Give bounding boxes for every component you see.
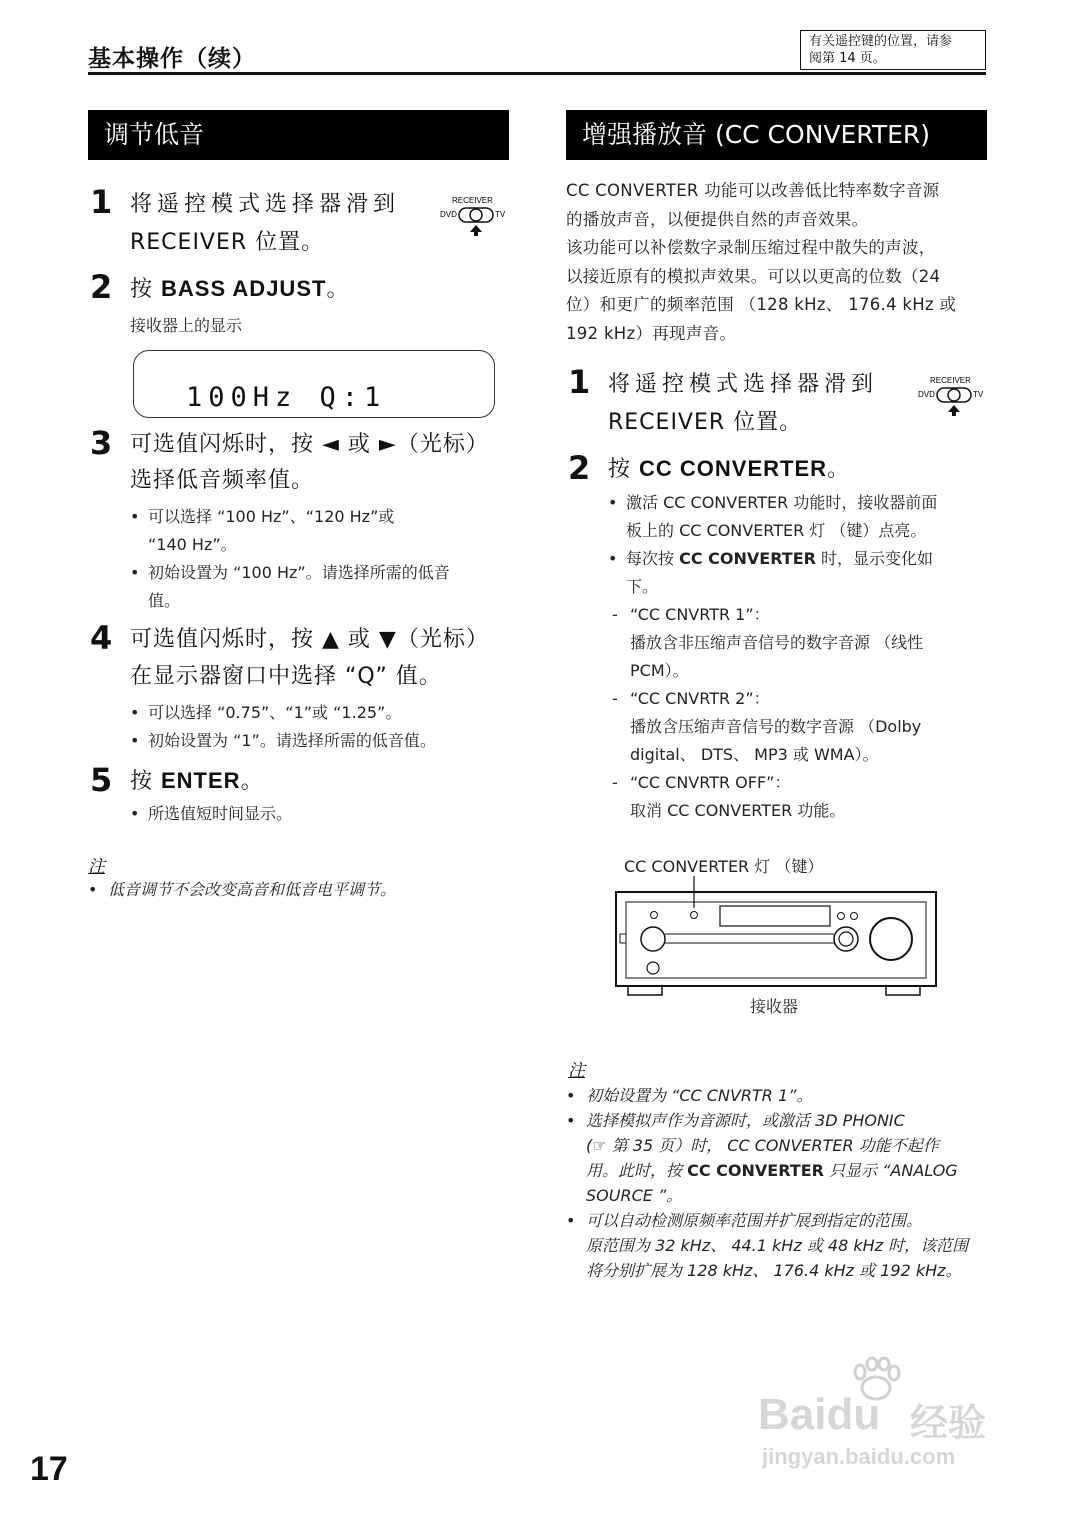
step-number: 5 — [90, 761, 113, 799]
watermark-brand: Baidu — [758, 1390, 881, 1439]
step-text — [130, 764, 264, 799]
step-text-suffix: 。 — [827, 457, 851, 482]
reference-note-box — [800, 30, 986, 70]
step-text: 在显示器窗口中选择 “Q” 值。 — [130, 664, 442, 689]
bullet-line: 板上的 CC CONVERTER 灯 （键）点亮。 — [626, 521, 927, 540]
bullet-text: 每次按 — [626, 549, 680, 568]
watermark-url: jingyan.baidu.com — [762, 1444, 956, 1469]
dash-line: 播放含非压缩声音信号的数字音源 （线性 — [630, 633, 924, 652]
intro-line: 该功能可以补偿数字录制压缩过程中散失的声波， — [566, 238, 936, 257]
switch-label-dvd: DVD — [440, 210, 457, 219]
section-title-bass: 调节低音 — [88, 110, 509, 160]
intro-line: CC CONVERTER 功能可以改善低比特率数字音源 — [566, 181, 940, 200]
switch-label-dvd: DVD — [918, 390, 935, 399]
header-rule — [88, 72, 986, 75]
step5-bullets — [130, 800, 292, 828]
step2-bullets — [608, 489, 988, 825]
step-text-prefix: 按 — [130, 277, 161, 302]
note-list — [566, 1083, 988, 1283]
step-number: 1 — [568, 363, 591, 401]
remote-mode-switch-icon — [438, 194, 510, 240]
remote-mode-switch-icon — [916, 374, 988, 420]
step-text-suffix: 。 — [240, 769, 264, 794]
dash-line: 取消 CC CONVERTER 功能。 — [630, 801, 846, 820]
dash-line: PCM）。 — [630, 661, 689, 680]
dash-head: - “CC CNVRTR 2”： — [630, 689, 770, 708]
bullet-line: • 激活 CC CONVERTER 功能时，接收器前面 — [626, 493, 938, 512]
step-text — [608, 452, 850, 487]
intro-line: 192 kHz）再现声音。 — [566, 323, 737, 343]
step-number: 2 — [568, 449, 591, 487]
switch-label-tv: TV — [973, 390, 984, 399]
step-text: 将遥控模式选择器滑到 — [608, 372, 879, 397]
step-text: 将遥控模式选择器滑到 — [130, 192, 401, 217]
note-item — [566, 1108, 988, 1208]
step-subtext: 接收器上的显示 — [130, 316, 243, 335]
step-text: 选择低音频率值。 — [130, 468, 315, 493]
dash-item — [608, 769, 988, 825]
page-number: 17 — [30, 1450, 68, 1488]
step-number: 3 — [90, 424, 113, 462]
bullet-line: • 初始设置为 “100 Hz”。请选择所需的低音 — [148, 563, 450, 582]
intro-line: 以接近原有的模拟声效果。可以以更高的位数（24 — [566, 266, 941, 286]
reference-note-line: 阅第 14 页。 — [809, 51, 886, 66]
bullet-text: 时，显示变化如 — [815, 549, 934, 568]
step-text: RECEIVER 位置。 — [608, 410, 803, 435]
switch-label-tv: TV — [495, 210, 506, 219]
dash-item — [608, 601, 988, 685]
section-title-cc-converter: 增强播放音 (CC CONVERTER) — [566, 110, 987, 160]
note-line: • 选择模拟声作为音源时，或激活 3D PHONIC — [586, 1111, 905, 1130]
note-line: • 可以自动检测原频率范围并扩展到指定的范围。 — [586, 1211, 923, 1230]
dash-item — [608, 685, 988, 769]
note-text: 只显示 “ANALOG — [823, 1161, 958, 1180]
step-text: 可选值闪烁时，按 ◄ 或 ►（光标） — [130, 432, 489, 457]
cc-converter-key-label: CC CONVERTER — [639, 456, 828, 481]
note-line: 将分别扩展为 128 kHz、 176.4 kHz 或 192 kHz。 — [586, 1261, 962, 1280]
note-item — [566, 1208, 988, 1283]
switch-label-receiver: RECEIVER — [452, 196, 493, 205]
cc-converter-lamp-callout: CC CONVERTER 灯 （键） — [624, 857, 824, 876]
bullet-line: “140 Hz”。 — [148, 535, 237, 554]
bullet-item — [608, 489, 988, 545]
note-item: • 低音调节不会改变高音和低音电平调节。 — [88, 877, 508, 902]
step-text — [130, 272, 349, 307]
bullet-line — [626, 545, 988, 573]
step-text-suffix: 。 — [326, 277, 350, 302]
step-text: RECEIVER 位置。 — [130, 230, 325, 255]
step-text: 可选值闪烁时，按 ▲ 或 ▼（光标） — [130, 627, 489, 652]
bullet-item — [608, 545, 988, 601]
receiver-display-text: 100Hz Q:1 — [186, 382, 387, 413]
step-number: 1 — [90, 183, 113, 221]
receiver-front-panel-figure — [612, 872, 940, 998]
note-line: SOURCE ”。 — [586, 1186, 683, 1205]
step-text-prefix: 按 — [608, 457, 639, 482]
reference-note-line: 有关遥控键的位置，请参 — [809, 34, 953, 49]
dash-line: 播放含压缩声音信号的数字音源 （Dolby — [630, 717, 922, 736]
note-heading: 注 — [568, 1061, 585, 1081]
note-heading: 注 — [88, 857, 105, 877]
step4-bullets — [130, 699, 510, 755]
bullet-item: • 所选值短时间显示。 — [130, 800, 292, 828]
step-number: 2 — [90, 268, 113, 306]
note-text: 用。此时，按 — [586, 1161, 688, 1180]
bullet-key-label: CC CONVERTER — [679, 549, 816, 568]
enter-key-label: ENTER — [161, 768, 241, 793]
page-header-title: 基本操作（续） — [88, 46, 256, 72]
bullet-line: • 可以选择 “100 Hz”、“120 Hz”或 — [148, 507, 395, 526]
bullet-line: 值。 — [148, 591, 181, 610]
intro-line: 位）和更广的频率范围 （128 kHz、 176.4 kHz 或 — [566, 295, 957, 314]
baidu-jingyan-watermark — [758, 1356, 1008, 1476]
bullet-item — [130, 559, 510, 615]
step-number: 4 — [90, 619, 113, 657]
intro-line: 的播放声音，以便提供自然的声音效果。 — [566, 209, 869, 229]
note-line: 原范围为 32 kHz、 44.1 kHz 或 48 kHz 时，该范围 — [586, 1236, 969, 1255]
receiver-caption: 接收器 — [750, 997, 799, 1016]
watermark-product: 经验 — [910, 1403, 987, 1445]
step3-bullets — [130, 503, 510, 615]
dash-line: digital、 DTS、 MP3 或 WMA）。 — [630, 745, 879, 764]
note-line: (☞ 第 35 页）时， CC CONVERTER 功能不起作 — [586, 1136, 939, 1155]
switch-label-receiver: RECEIVER — [930, 376, 971, 385]
dash-head: - “CC CNVRTR 1”： — [630, 605, 770, 624]
note-list — [88, 877, 508, 902]
note-item: • 初始设置为 “CC CNVRTR 1”。 — [566, 1083, 988, 1108]
bullet-item: • 初始设置为 “1”。请选择所需的低音值。 — [130, 727, 510, 755]
bass-adjust-key-label: BASS ADJUST — [161, 276, 327, 301]
note-line — [586, 1158, 988, 1183]
step-text-prefix: 按 — [130, 769, 161, 794]
bullet-item — [130, 503, 510, 559]
bullet-line: 下。 — [626, 577, 659, 596]
note-key-label: CC CONVERTER — [687, 1161, 824, 1180]
bullet-item: • 可以选择 “0.75”、“1”或 “1.25”。 — [130, 699, 510, 727]
dash-head: - “CC CNVRTR OFF”： — [630, 773, 791, 792]
cc-converter-intro — [566, 177, 987, 348]
